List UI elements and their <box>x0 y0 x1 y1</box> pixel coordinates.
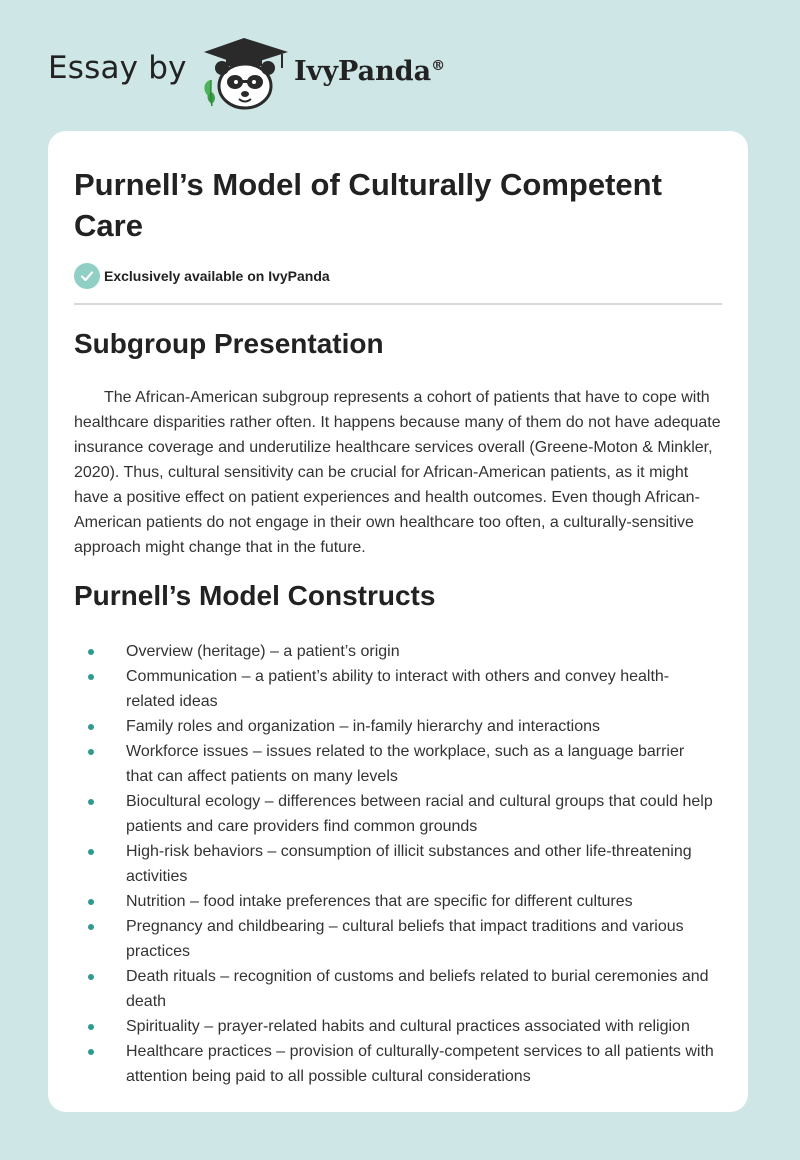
list-item: Nutrition – food intake preferences that are specific for different cultures <box>74 889 714 914</box>
section-heading-constructs: Purnell’s Model Constructs <box>74 580 436 611</box>
bullet-dot-icon <box>88 749 94 755</box>
list-item: Overview (heritage) – a patient’s origin <box>74 639 714 664</box>
bullet-dot-icon <box>88 674 94 680</box>
list-item: Workforce issues – issues related to the workplace, such as a language barrier that can affect patients on many levels <box>74 739 714 789</box>
essay-by-label: Essay by <box>48 50 187 86</box>
bullet-dot-icon <box>88 1049 94 1055</box>
panda-logo-icon[interactable] <box>198 34 290 110</box>
section-heading-subgroup: Subgroup Presentation <box>74 328 384 359</box>
bullet-dot-icon <box>88 1024 94 1030</box>
bullet-dot-icon <box>88 899 94 905</box>
bullet-dot-icon <box>88 849 94 855</box>
list-item: Death rituals – recognition of customs and beliefs related to burial ceremonies and death <box>74 964 714 1014</box>
section-paragraph: The African-American subgroup represents a cohort of patients that have to cope with healthcare disparities rather often. It happens because many of them do not have adequate insurance coverage and underutilize healthcare services overall (Greene-Moton & Minkler, 2020). Thus, cultural sensitivity can be crucial for African-American patients, as it might have a positive effect on patient experiences and health outcomes. Even though African-American patients do not engage in their own healthcare too often, a culturally-sensitive approach might change that in the future. <box>74 389 721 556</box>
bullet-dot-icon <box>88 974 94 980</box>
list-item: High-risk behaviors – consumption of illicit substances and other life-threatening activities <box>74 839 714 889</box>
list-item: Communication – a patient’s ability to interact with others and convey health-related ideas <box>74 664 714 714</box>
badge-label: Exclusively available on IvyPanda <box>104 268 330 284</box>
constructs-list <box>74 639 714 1089</box>
divider <box>74 303 722 305</box>
article-card <box>48 131 748 1112</box>
bullet-dot-icon <box>88 799 94 805</box>
list-item: Spirituality – prayer-related habits and cultural practices associated with religion <box>74 1014 714 1039</box>
bullet-dot-icon <box>88 724 94 730</box>
exclusive-badge <box>74 263 330 289</box>
site-header <box>0 0 800 130</box>
list-item: Family roles and organization – in-family hierarchy and interactions <box>74 714 714 739</box>
bullet-dot-icon <box>88 649 94 655</box>
brand-name[interactable]: IvyPanda® <box>294 56 446 87</box>
check-circle-icon <box>74 263 100 289</box>
page-title: Purnell’s Model of Culturally Competent Care <box>74 167 662 243</box>
ivy-leaf-icon <box>204 80 215 106</box>
list-item: Biocultural ecology – differences between racial and cultural groups that could help patients and care providers find common grounds <box>74 789 714 839</box>
list-item: Pregnancy and childbearing – cultural beliefs that impact traditions and various practices <box>74 914 714 964</box>
bullet-dot-icon <box>88 924 94 930</box>
list-item: Healthcare practices – provision of culturally-competent services to all patients with attention being paid to all possible cultural considerations <box>74 1039 714 1089</box>
